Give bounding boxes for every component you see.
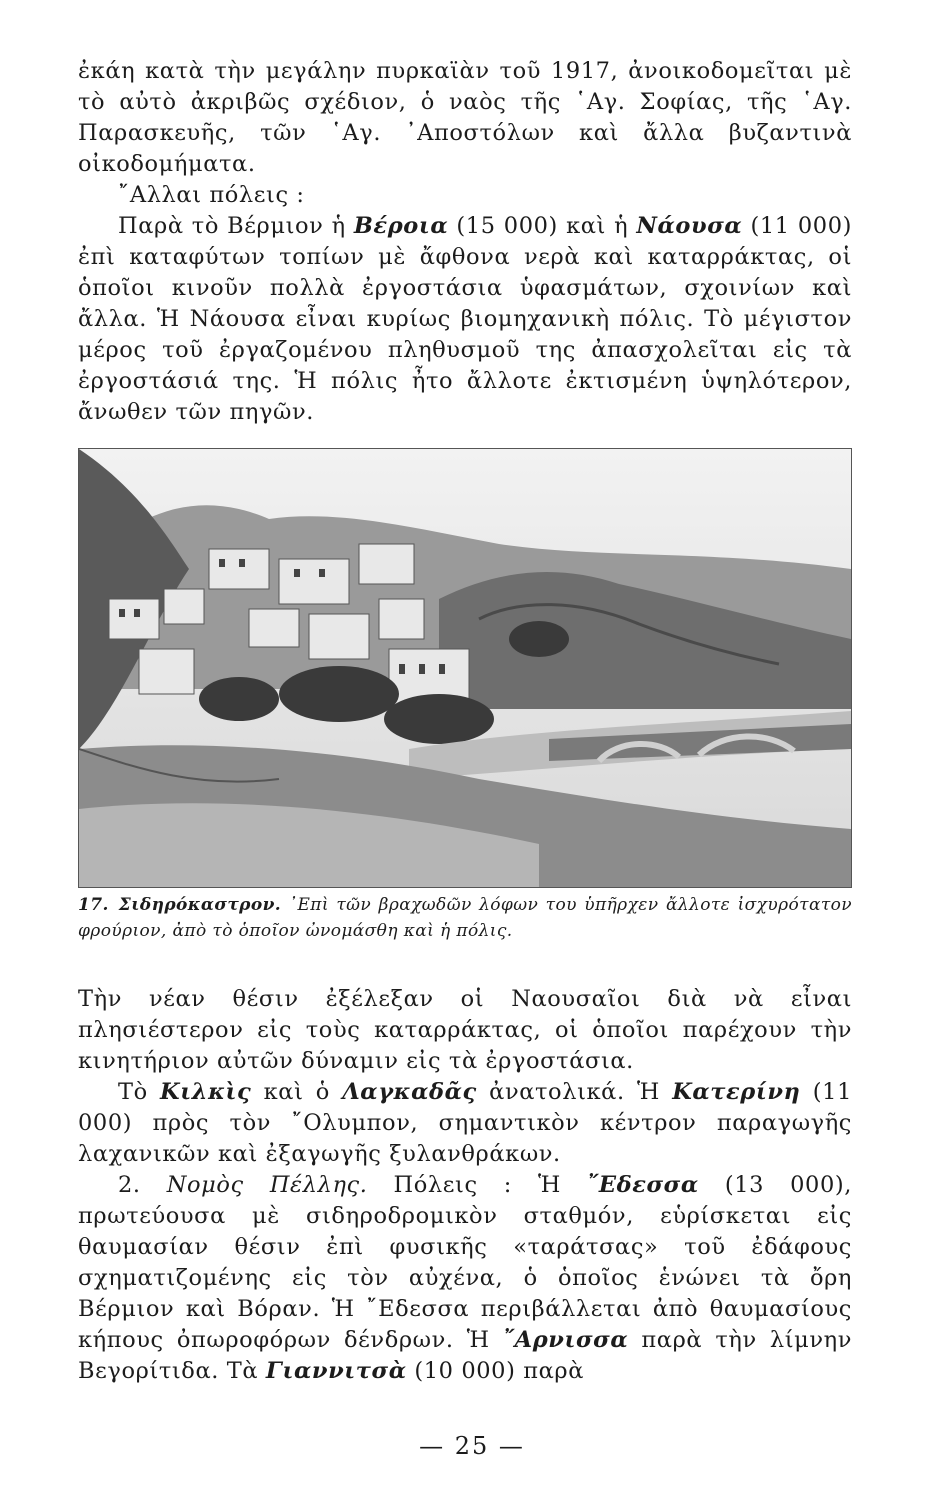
figure-number: 17. [78,895,109,915]
figure-caption [78,892,852,944]
paragraph: Παρὰ τὸ Βέρμιον ἡ Βέροια (15 000) καὶ ἡ Νάουσα (11 000) ἐπὶ καταφύτων τοπίων μὲ ἄφθονα νερὰ καὶ καταρράκτας, οἱ ὁποῖοι κινοῦν πολλὰ ἐργοστάσια ὑφασμάτων, σχοινίων καὶ ἄλλα. Ἡ Νάουσα εἶναι κυρίως βιομηχανικὴ πόλις. Τὸ μέγιστον μέρος τοῦ ἐργαζομένου πληθυσμοῦ της ἀπασχολεῖται εἰς τὰ ἐργοστάσιά της. Ἡ πόλις ἦτο ἄλλοτε ἐκτισμένη ὑψηλότερον, ἄνωθεν τῶν πηγῶν. [78,213,852,425]
page-number: — 25 — [419,1432,525,1460]
section-heading: ῎Αλλαι πόλεις : [118,182,305,208]
town-photograph [78,448,852,888]
place-name: Λαγκαδᾶς [342,1079,477,1105]
top-text-block [78,56,852,428]
place-name: ῎Αρνισσα [502,1327,629,1353]
place-name: Βέροια [353,213,449,239]
paragraph: Τὴν νέαν θέσιν ἐξέλεξαν οἱ Ναουσαῖοι διὰ νὰ εἶναι πλησιέστερον εἰς τοὺς καταρράκτας, οἱ ὁποῖοι παρέχουν τὴν κινητήριον αὐτῶν δύναμιν εἰς τὰ ἐργοστάσια. [78,986,852,1074]
place-name: Κατερίνη [672,1079,801,1105]
paragraph: 2. Νομὸς Πέλλης. Πόλεις : Ἡ ῎Εδεσσα (13 000), πρωτεύουσα μὲ σιδηροδρομικὸν σταθμόν, εὑρίσκεται εἰς θαυμασίαν θέσιν ἐπὶ φυσικῆς «ταράτσας» τοῦ ἐδάφους σχηματιζομένης εἰς τὸν αὐχένα, ὁ ὁποῖος ἑνώνει τὰ ὄρη Βέρμιον καὶ Βόραν. Ἡ ῎Εδεσσα περιβάλλεται ἀπὸ θαυμασίους κήπους ὀπωροφόρων δένδρων. Ἡ ῎Αρνισσα παρὰ τὴν λίμνην Βεγορίτιδα. Τὰ Γιαννιτσὰ (10 000) παρὰ [78,1172,853,1384]
place-name: Κιλκὶς [160,1079,252,1105]
figure-title: Σιδηρόκαστρον. [118,895,282,915]
place-name: ῎Εδεσσα [587,1172,699,1198]
place-name: Νάουσα [636,213,743,239]
paragraph: Τὸ Κιλκὶς καὶ ὁ Λαγκαδᾶς ἀνατολικά. Ἡ Κατερίνη (11 000) πρὸς τὸν ῎Ολυμπον, σημαντικὸν κέντρον παραγωγῆς λαχανικῶν καὶ ἐξαγωγῆς ξυλανθράκων. [78,1079,853,1167]
place-name: Γιαννιτσὰ [265,1358,407,1384]
figure-caption-text: ᾽Επὶ τῶν βραχωδῶν λόφων του ὑπῆρχεν ἄλλοτε ἰσχυρότατον φρούριον, ἀπὸ τὸ ὁποῖον ὠνομάσθη καὶ ἡ πόλις. [78,895,852,941]
paragraph: ἐκάη κατὰ τὴν μεγάλην πυρκαϊὰν τοῦ 1917, ἀνοικοδομεῖται μὲ τὸ αὐτὸ ἀκριβῶς σχέδιον, ὁ ναὸς τῆς ῾Αγ. Σοφίας, τῆς ῾Αγ. Παρασκευῆς, τῶν ῾Αγ. ᾽Αποστόλων καὶ ἄλλα βυζαντινὰ οἰκοδομήματα. [78,58,852,177]
bottom-text-block [78,984,852,1387]
section-title: Νομὸς Πέλλης. [166,1172,368,1198]
